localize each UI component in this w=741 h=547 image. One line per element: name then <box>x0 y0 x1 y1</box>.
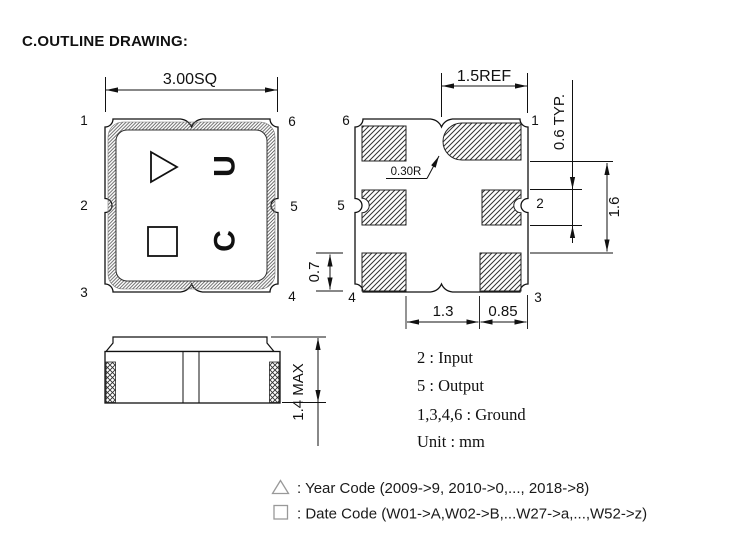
top-view-pin-5: 5 <box>290 199 298 214</box>
side-view-right-castellation <box>270 362 280 403</box>
page-title: C.OUTLINE DRAWING: <box>22 33 189 50</box>
side-view-lid <box>106 337 274 352</box>
bottom-view-pin-1: 1 <box>531 113 539 128</box>
top-view <box>80 71 298 304</box>
pad-5 <box>362 190 406 225</box>
dim-1.5ref-label: 1.5REF <box>456 68 512 85</box>
pad-6 <box>362 126 406 161</box>
top-view-pin-6: 6 <box>288 114 296 129</box>
dim-0.7-label: 0.7 <box>306 261 323 283</box>
side-view <box>105 337 326 446</box>
logo-letter-u: U <box>208 155 242 177</box>
top-view-pin-2: 2 <box>80 198 88 213</box>
dim-1.3-label: 1.3 <box>432 303 454 320</box>
top-view-cavity <box>116 130 267 281</box>
side-view-body <box>105 352 280 404</box>
note-unit: Unit : mm <box>417 432 485 451</box>
marking-legend <box>273 480 648 523</box>
pad-1 <box>443 123 521 160</box>
logo-letter-c: C <box>208 230 242 252</box>
pad-4 <box>362 253 406 291</box>
top-view-pin-3: 3 <box>80 285 88 300</box>
legend-date-code: : Date Code (W01->A,W02->B,...W27->a,...,W52->z) <box>297 505 648 523</box>
legend-year-code: : Year Code (2009->9, 2010->0,..., 2018->8) <box>297 480 590 497</box>
bottom-view-pin-6: 6 <box>342 113 350 128</box>
side-view-left-castellation <box>106 362 116 403</box>
dim-0.85-label: 0.85 <box>488 303 518 320</box>
pad-3 <box>480 253 521 291</box>
dim-1.6-label: 1.6 <box>606 196 623 218</box>
dim-3.00sq-label: 3.00SQ <box>162 71 218 88</box>
note-output: 5 : Output <box>417 376 484 395</box>
legend-square-icon <box>274 506 288 520</box>
top-view-pin-4: 4 <box>288 289 296 304</box>
note-ground: 1,3,4,6 : Ground <box>417 405 526 424</box>
bottom-view <box>306 68 623 329</box>
pin-notes <box>417 348 526 451</box>
dim-0.30r-label: 0.30R <box>390 166 422 178</box>
bottom-view-pin-4: 4 <box>348 290 356 305</box>
bottom-view-pin-3: 3 <box>534 290 542 305</box>
note-input: 2 : Input <box>417 348 473 367</box>
legend-triangle-icon <box>273 481 289 494</box>
dim-1.4max-label: 1.4 MAX <box>290 363 307 421</box>
bottom-view-pin-2: 2 <box>536 196 544 211</box>
top-view-pin-1: 1 <box>80 113 88 128</box>
bottom-view-pin-5: 5 <box>337 198 345 213</box>
dim-0.6typ-label: 0.6 TYP. <box>551 93 568 151</box>
